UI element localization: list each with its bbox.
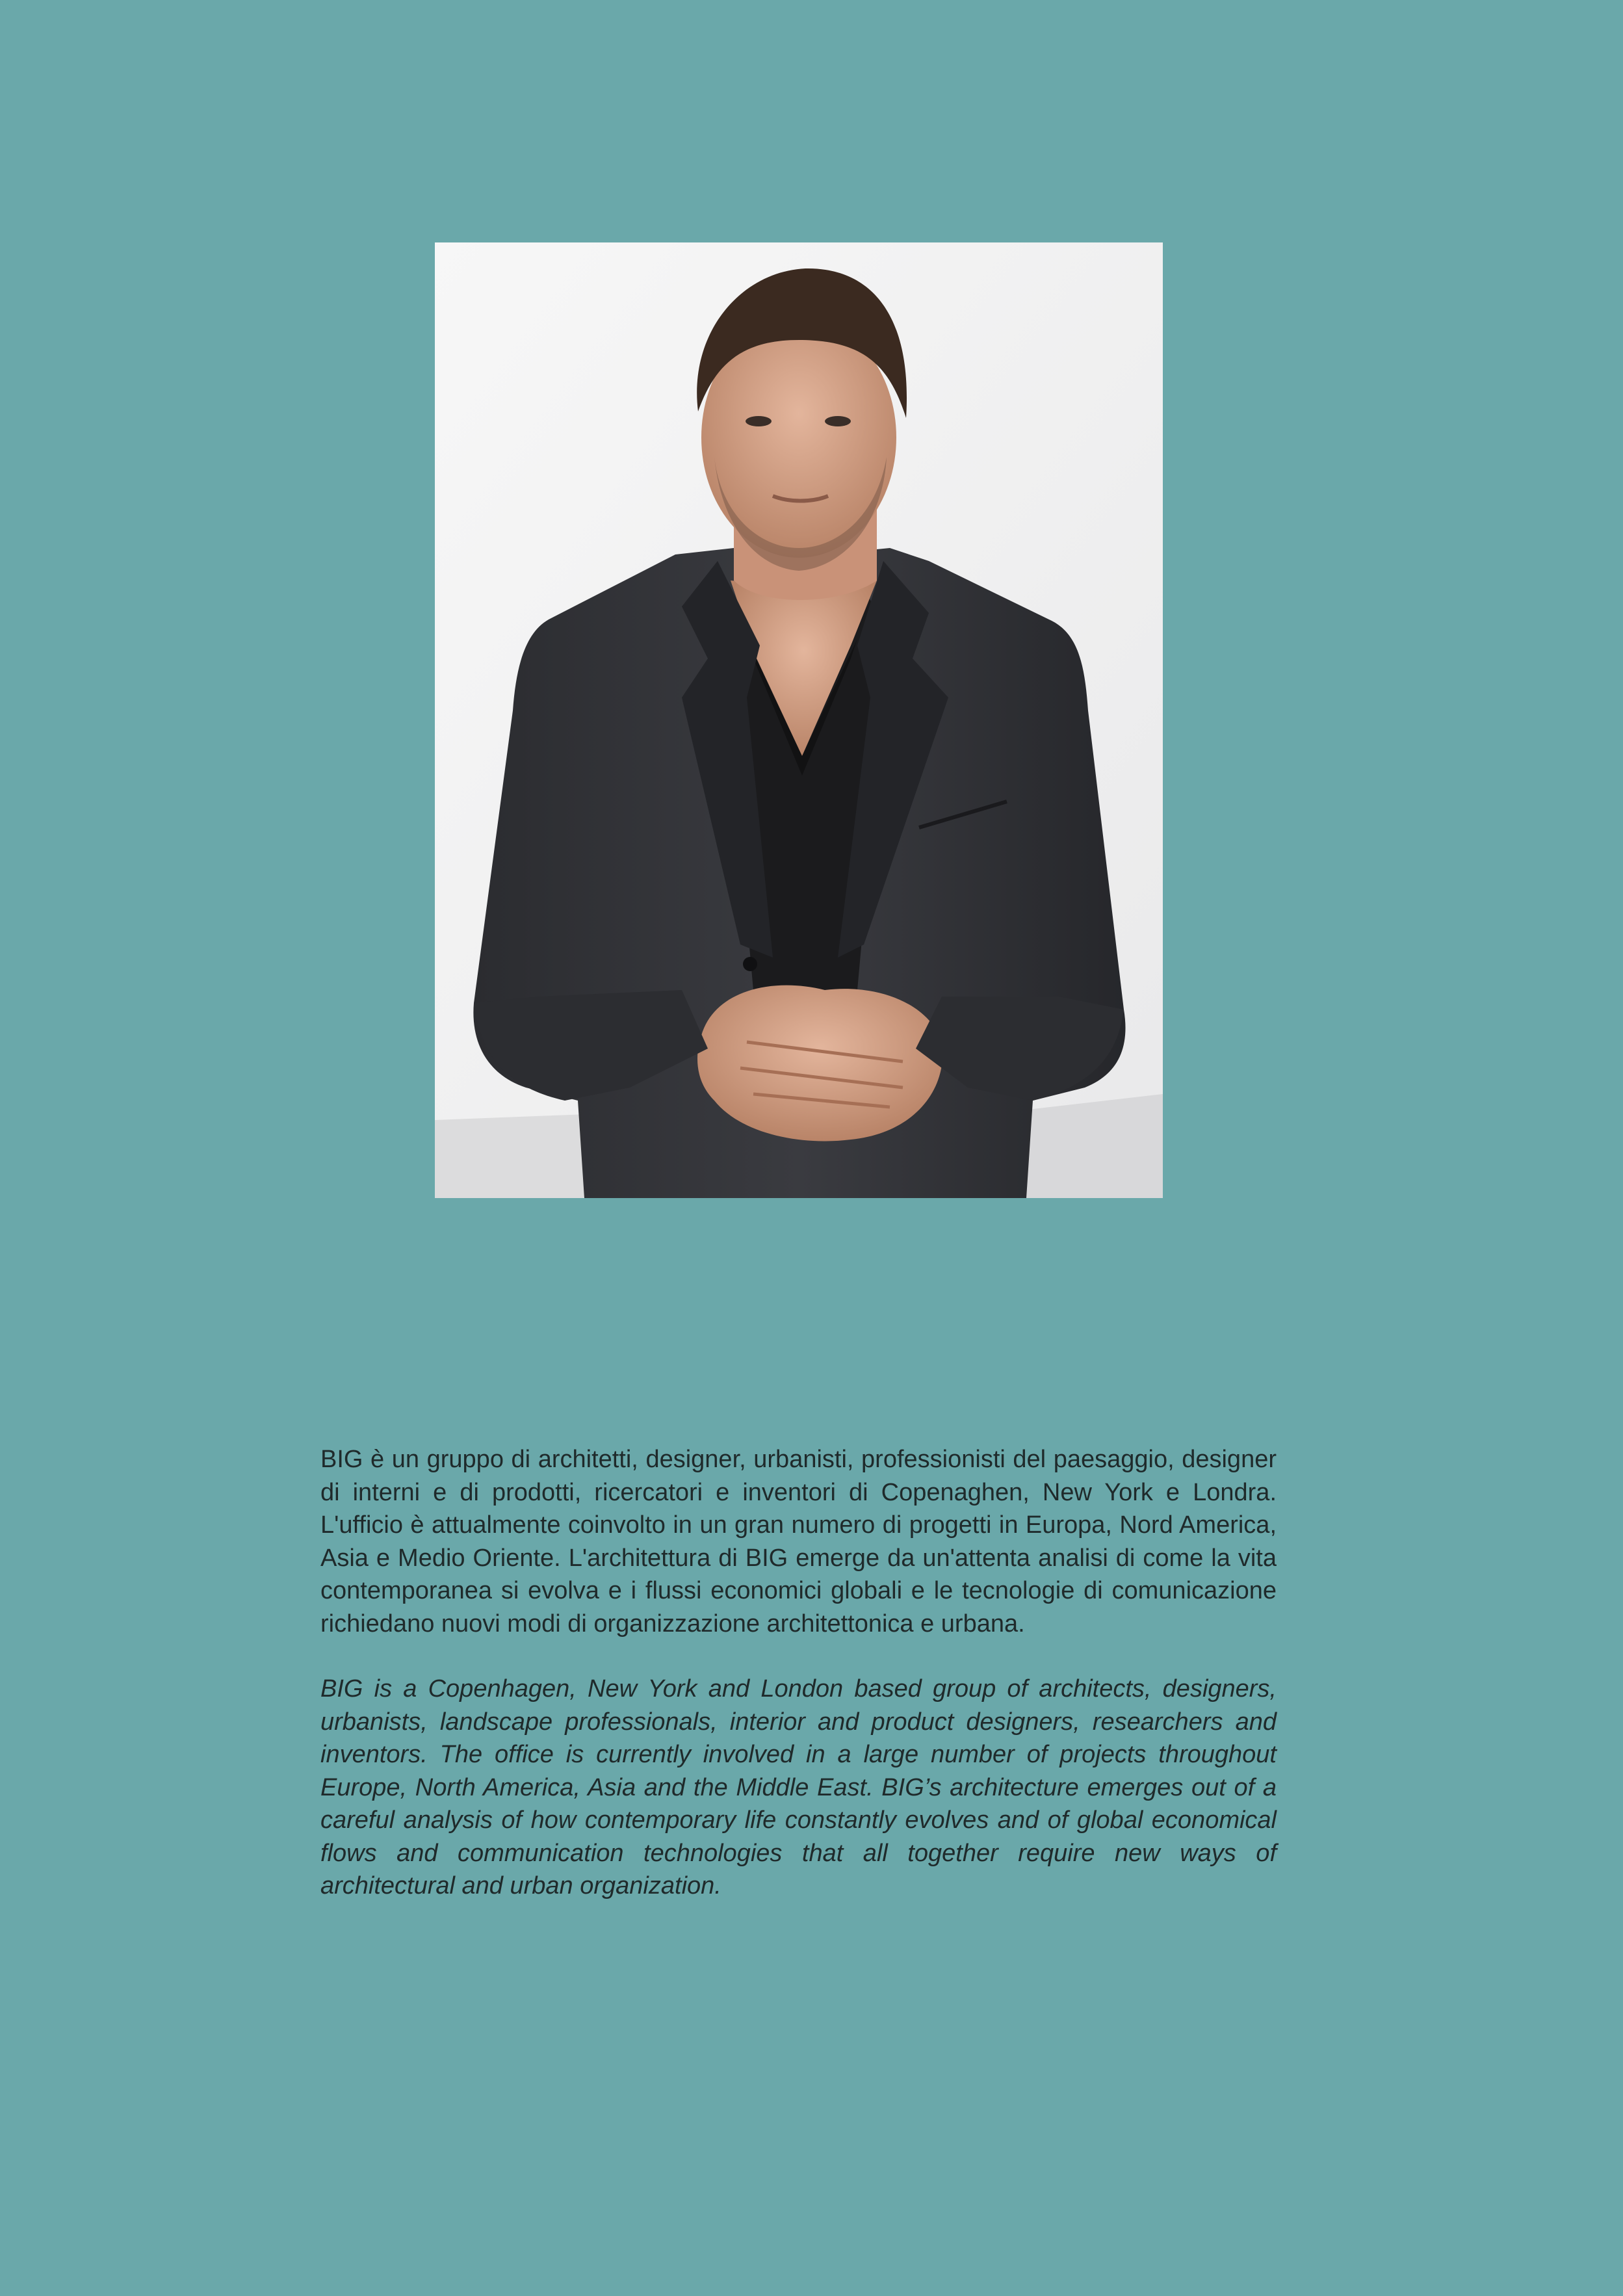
paragraph-english: BIG is a Copenhagen, New York and London based group of architects, designers, urbanists, landscape professionals, interior and product designers, researchers and inventors. The office is currently involved in a large number of projects throughout Europe, North America, Asia and the Middle East. BIG’s architecture emerges out of a careful analysis of how contemporary life constantly evolves and of global economical flows and communication technologies that all together require new ways of architectural and urban organization. (320, 1675, 1277, 1899)
portrait-photo (435, 242, 1163, 1198)
paragraph-italian: BIG è un gruppo di architetti, designer, urbanisti, professionisti del paesaggio, designer di interni e di prodotti, ricercatori e inventori di Copenaghen, New York e Londra. L'ufficio è attualmente coinvolto in un gran numero di progetti in Europa, Nord America, Asia e Medio Oriente. L'architettura di BIG emerge da un'attenta analisi di come la vita contemporanea si evolva e i flussi economici globali e le tecnologie di comunicazione richiedano nuovi modi di organizzazione architettonica e urbana. (320, 1446, 1277, 1637)
body-text (320, 1443, 1277, 1903)
